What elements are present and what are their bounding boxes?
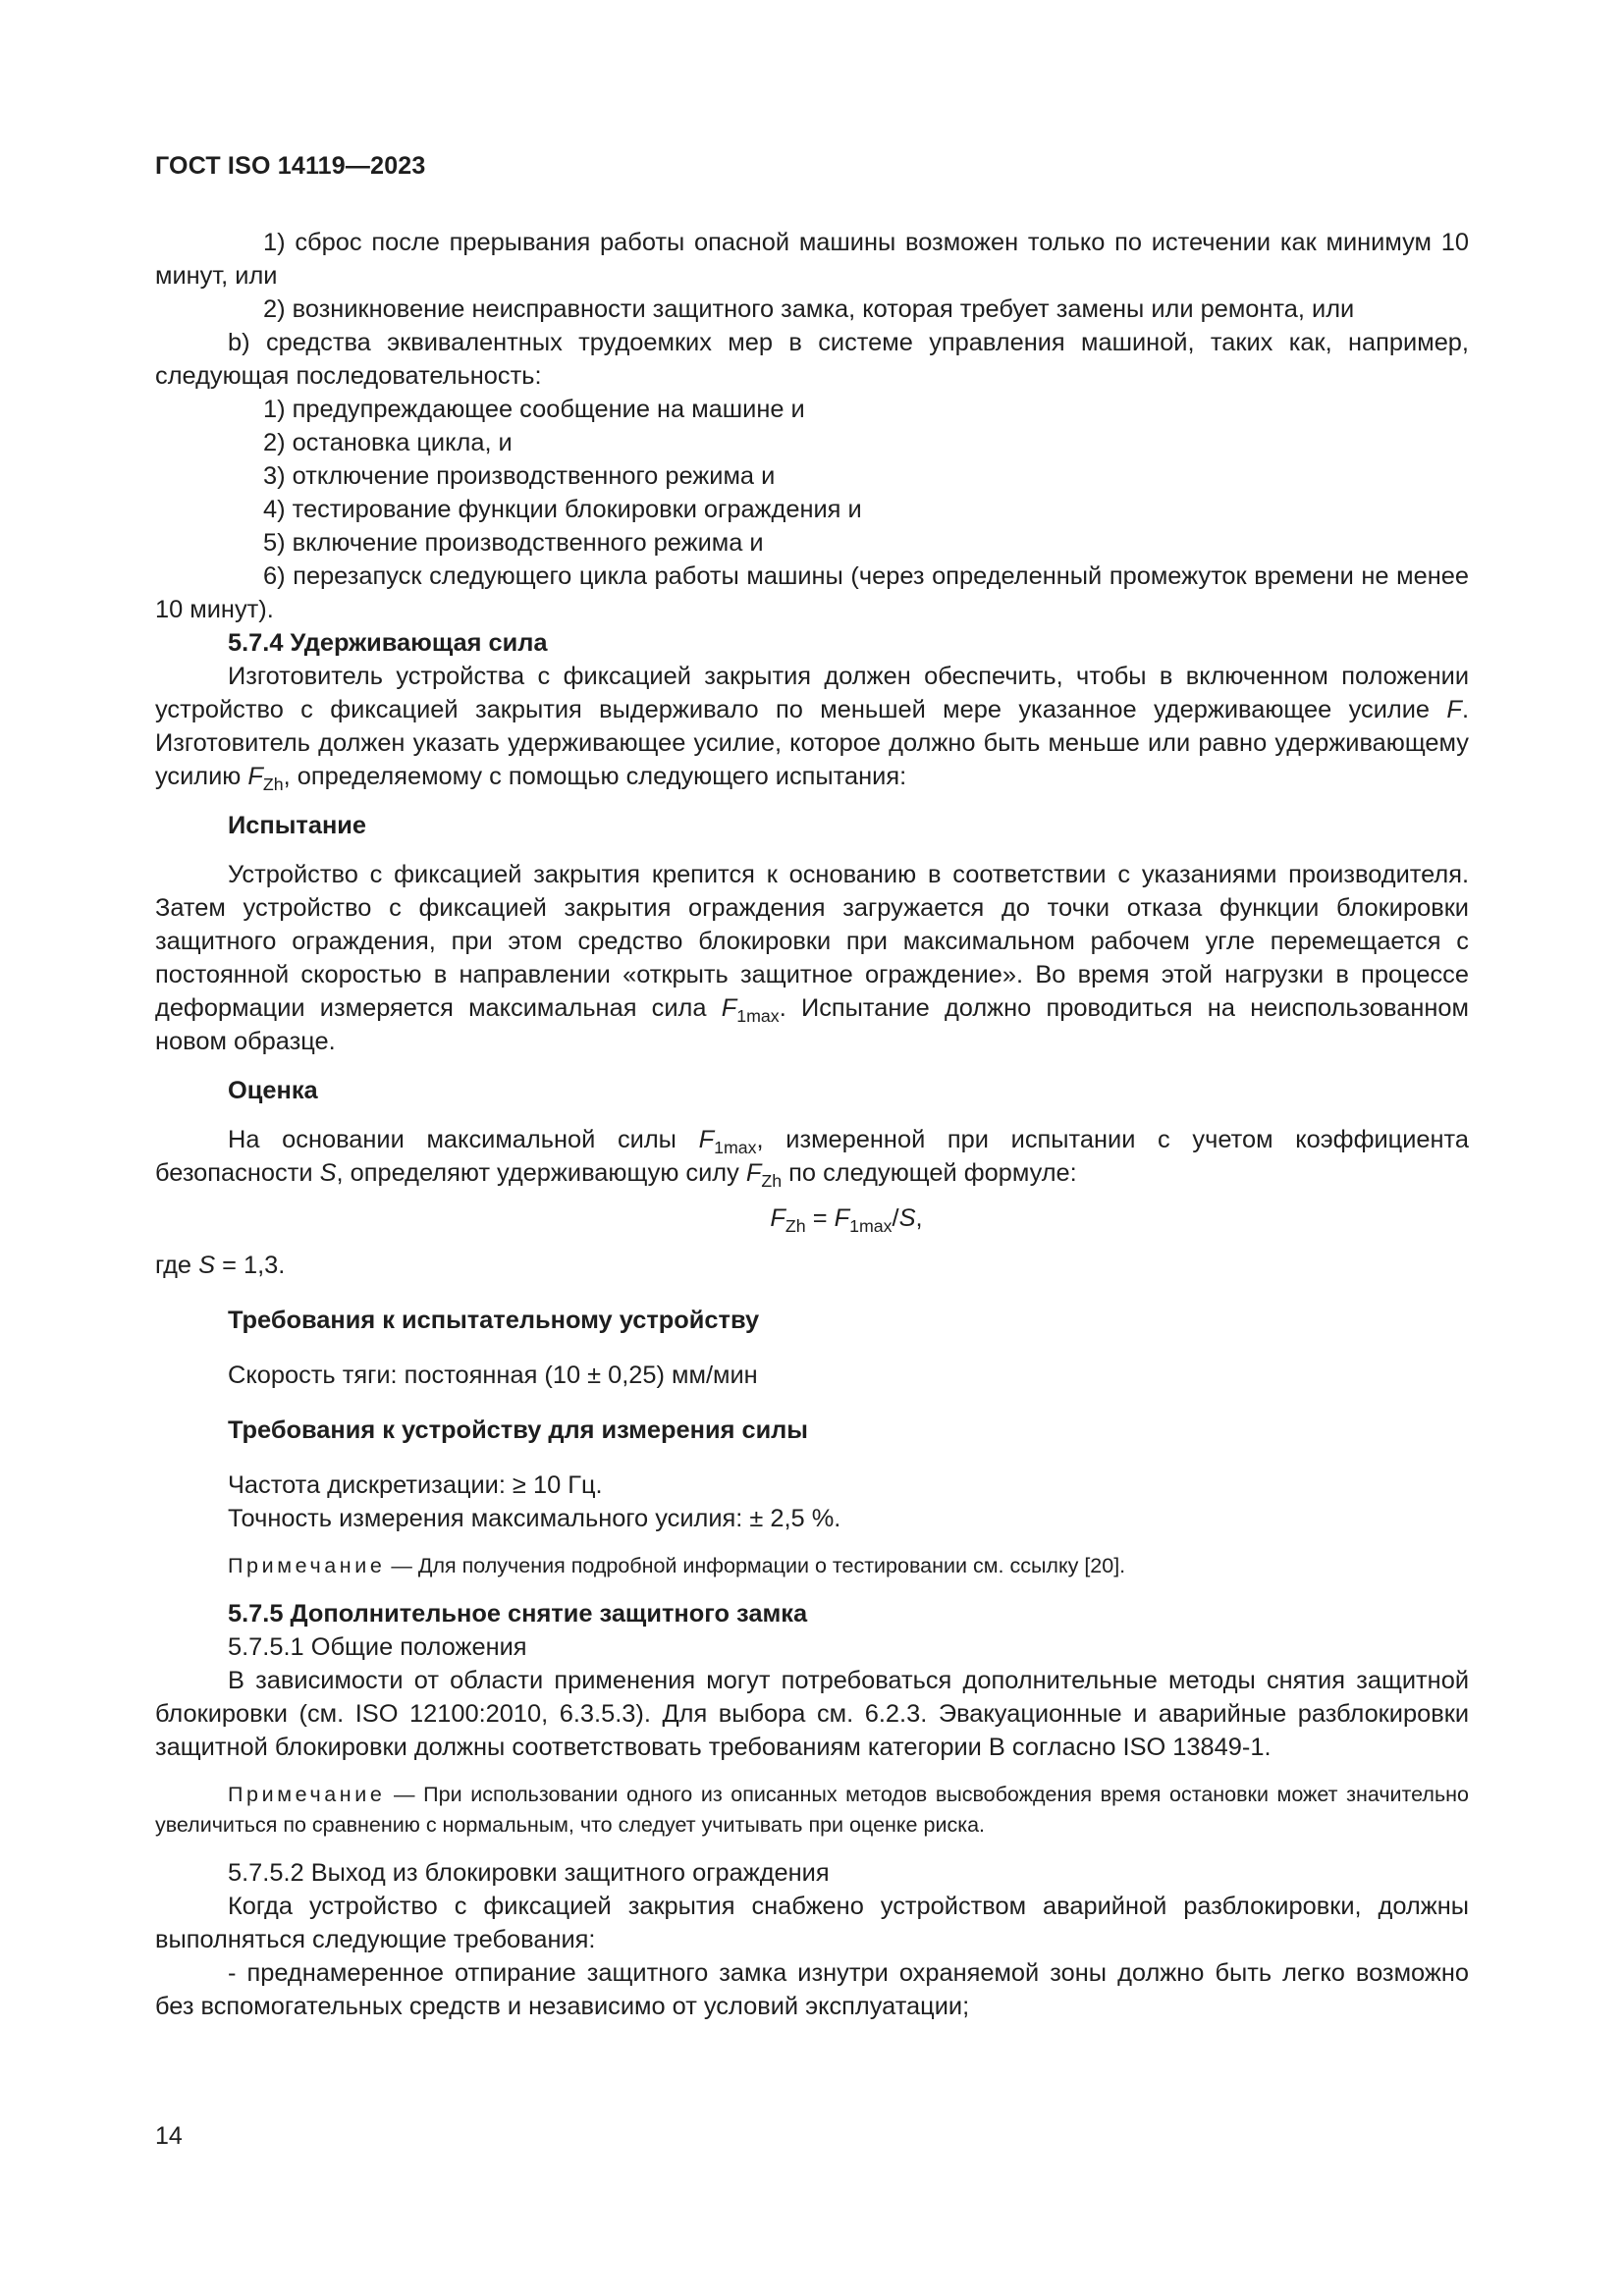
subscript: 1max — [736, 1006, 780, 1026]
paragraph — [155, 1123, 1469, 1190]
paragraph: Частота дискретизации: ≥ 10 Гц. — [228, 1471, 603, 1499]
text: Изготовитель устройства с фиксацией закрытия должен обеспечить, чтобы в включенном положении устройство с фиксацией закрытия выдерживало по меньшей мере указанное удерживающее усилие — [155, 663, 1469, 723]
paragraph — [155, 660, 1469, 793]
list-item: 5) включение производственного режима и — [263, 529, 764, 557]
subsection-heading: Требования к испытательному устройству — [228, 1307, 760, 1334]
section-heading: 5.7.5 Дополнительное снятие защитного замка — [228, 1600, 808, 1628]
subsection-heading: Требования к устройству для измерения силы — [228, 1416, 808, 1444]
section-heading: 5.7.4 Удерживающая сила — [228, 629, 548, 657]
paragraph: 1) сброс после прерывания работы опасной машины возможен только по истечении как минимум 10 минут, или — [155, 229, 1469, 290]
subscript: Zh — [761, 1171, 783, 1191]
subscript: 1max — [714, 1138, 757, 1157]
symbol: F — [1446, 696, 1462, 723]
document-header: ГОСТ ISO 14119—2023 — [155, 152, 426, 180]
text: , определяемому с помощью следующего испытания: — [283, 763, 907, 790]
operator: / — [892, 1204, 899, 1232]
symbol: F — [770, 1204, 785, 1232]
paragraph: В зависимости от области применения могут потребоваться дополнительные методы снятия защитной блокировки (см. ISO 12100:2010, 6.3.5.3). Для выбора см. 6.2.3. Эвакуационные и аварийные разблокировки защитной блокировки должны соответствовать требованиям категории B согласно ISO 13849-1. — [155, 1667, 1469, 1761]
subsection-heading: Оценка — [228, 1077, 318, 1104]
paragraph: Скорость тяги: постоянная (10 ± 0,25) мм/мин — [228, 1362, 758, 1389]
text: . Изготовитель должен указать удерживающее усилие, которое должно быть меньше или равно удерживающему усилию — [155, 696, 1469, 790]
subsection-heading: 5.7.5.2 Выход из блокировки защитного ограждения — [228, 1859, 830, 1887]
symbol: F — [698, 1126, 715, 1153]
text: = 1,3. — [215, 1252, 286, 1279]
list-item: 1) предупреждающее сообщение на машине и — [263, 396, 805, 423]
note-label: Примечание — [228, 1554, 386, 1577]
operator: = — [805, 1204, 835, 1232]
formula-explanation — [155, 1249, 1469, 1282]
symbol: F — [247, 763, 263, 790]
text: . Испытание должно проводиться на неиспользованном новом образце. — [155, 994, 1469, 1055]
symbol: S — [319, 1159, 337, 1187]
paragraph: b) средства эквивалентных трудоемких мер в системе управления машиной, таких как, например, следующая последовательность: — [155, 329, 1469, 390]
list-item: 6) перезапуск следующего цикла работы машины (через определенный промежуток времени не менее 10 минут). — [155, 562, 1469, 623]
symbol: F — [721, 994, 737, 1022]
text: Устройство с фиксацией закрытия крепится к основанию в соответствии с указаниями производителя. Затем устройство с фиксацией закрытия ограждения загружается до точки отказа функции блокировки защитного ограждения, при этом средство блокировки при максимальном рабочем угле перемещается с постоянной скоростью в направлении «открыть защитное ограждение». Во время этой нагрузки в процессе деформации измеряется максимальная сила — [155, 861, 1469, 1022]
symbol: S — [898, 1204, 916, 1232]
list-item: 3) отключение производственного режима и — [263, 462, 776, 490]
note — [155, 1551, 1469, 1581]
paragraph: Когда устройство с фиксацией закрытия снабжено устройством аварийной разблокировки, должны выполняться следующие требования: — [155, 1893, 1469, 1953]
paragraph: Точность измерения максимального усилия: ± 2,5 %. — [228, 1505, 841, 1532]
symbol: S — [198, 1252, 216, 1279]
subscript: Zh — [785, 1216, 806, 1236]
text: где — [155, 1252, 199, 1279]
paragraph — [155, 858, 1469, 1058]
page-number: 14 — [155, 2122, 183, 2150]
formula — [155, 1201, 1469, 1235]
list-item: - преднамеренное отпирание защитного замка изнутри охраняемой зоны должно быть легко возможно без вспомогательных средств и независимо от условий эксплуатации; — [155, 1959, 1469, 2020]
subsection-heading: Испытание — [228, 812, 367, 839]
list-item: 4) тестирование функции блокировки ограждения и — [263, 496, 862, 523]
subsection-heading: 5.7.5.1 Общие положения — [228, 1633, 527, 1661]
note — [155, 1780, 1469, 1841]
note-label: Примечание — [228, 1783, 386, 1806]
note-text: — Для получения подробной информации о тестировании см. ссылку [20]. — [385, 1554, 1126, 1577]
subscript: 1max — [849, 1216, 893, 1236]
text: На основании максимальной силы — [228, 1126, 699, 1153]
paragraph: 2) возникновение неисправности защитного замка, которая требует замены или ремонта, или — [263, 295, 1355, 323]
text: по следующей формуле: — [782, 1159, 1077, 1187]
document-body — [155, 226, 1469, 2023]
text: , определяют удерживающую силу — [336, 1159, 746, 1187]
symbol: F — [834, 1204, 850, 1232]
list-item: 2) остановка цикла, и — [263, 429, 513, 456]
note-text: — При использовании одного из описанных методов высвобождения время остановки может значительно увеличиться по сравнению с нормальным, что следует учитывать при оценке риска. — [155, 1783, 1469, 1837]
text: , — [915, 1204, 923, 1232]
text: , измеренной при испытании с учетом коэффициента безопасности — [155, 1126, 1469, 1187]
symbol: F — [745, 1159, 762, 1187]
subscript: Zh — [262, 774, 284, 794]
